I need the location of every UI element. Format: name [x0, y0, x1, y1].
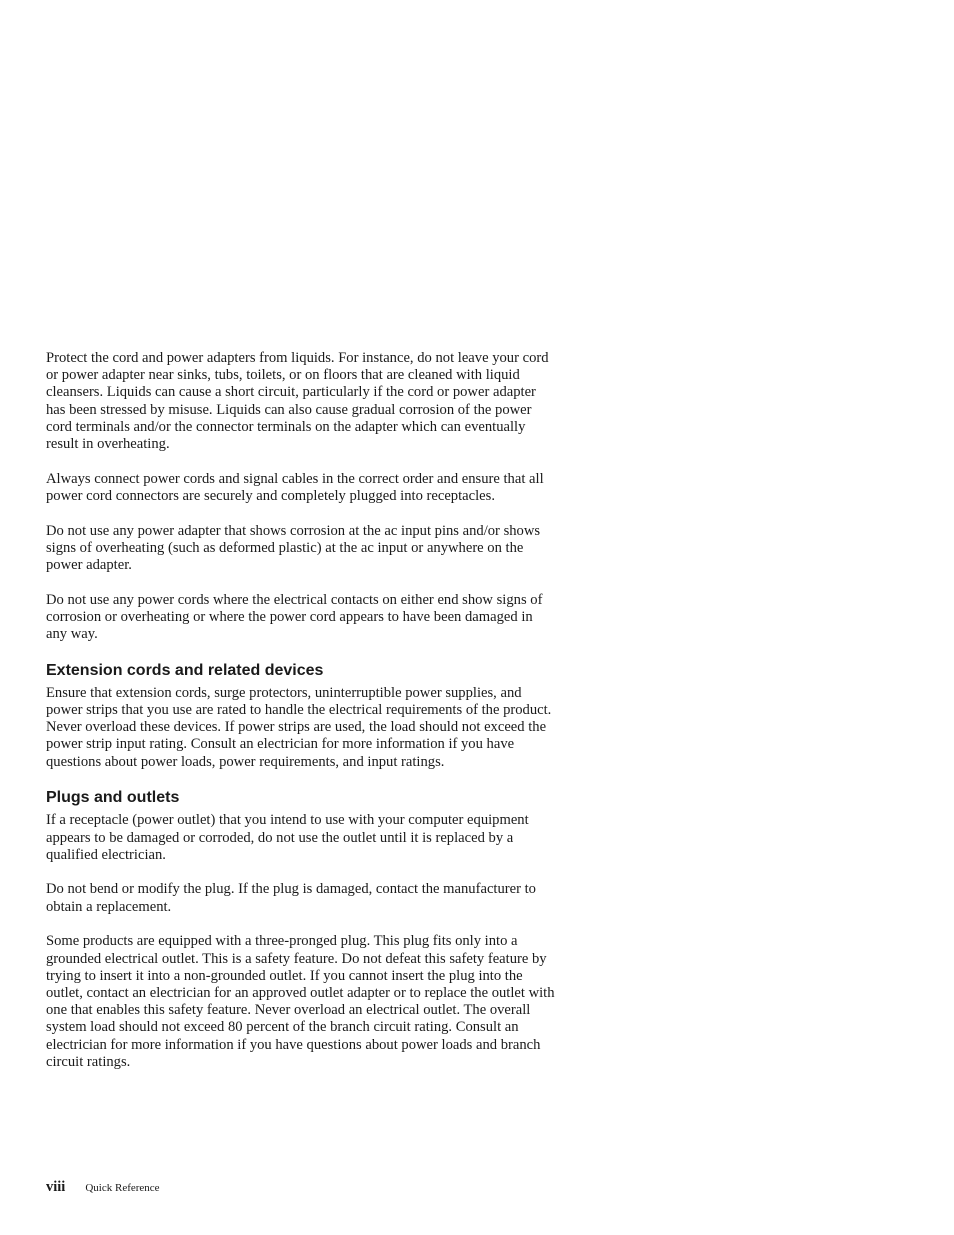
paragraph-damaged-receptacle: If a receptacle (power outlet) that you intend to use with your computer equipment appears to be damaged or corroded, do not use the outlet until it is replaced by a qualified electrician. — [46, 812, 529, 863]
page-number: viii — [46, 1179, 66, 1195]
page-footer — [46, 1178, 160, 1196]
heading-plugs-outlets: Plugs and outlets — [46, 789, 180, 807]
paragraph-connect-order: Always connect power cords and signal cables in the correct order and ensure that all power cord connectors are securely and completely plugged into receptacles. — [46, 470, 544, 504]
paragraph-three-pronged: Some products are equipped with a three-pronged plug. This plug fits only into a grounded electrical outlet. This is a safety feature. Do not defeat this safety feature by trying to insert it into a non-grounded outlet. If you cannot insert the plug into the outlet, contact an electrician for an approved outlet adapter or to replace the outlet with one that enables this safety feature. Never overload an electrical outlet. The overall system load should not exceed 80 percent of the branch circuit rating. Consult an electrician for more information if you have questions about power loads and branch circuit ratings. — [46, 933, 555, 1070]
paragraph-adapter-corrosion: Do not use any power adapter that shows corrosion at the ac input pins and/or shows signs of overheating (such as deformed plastic) at the ac input or anywhere on the power adapter. — [46, 522, 541, 574]
paragraph-extension-cords: Ensure that extension cords, surge protectors, uninterruptible power supplies, and power strips that you use are rated to handle the electrical requirements of the product. Never overload these devices. If power strips are used, the load should not exceed the power strip input rating. Consult an electrician for more information if you have questions about power loads, power requirements, and input ratings. — [46, 684, 552, 770]
paragraph-modify-plug: Do not bend or modify the plug. If the plug is damaged, contact the manufacturer to obtain a replacement. — [46, 881, 536, 915]
page-content — [46, 350, 556, 1089]
paragraph-liquids: Protect the cord and power adapters from liquids. For instance, do not leave your cord or power adapter near sinks, tubs, toilets, or on floors that are cleaned with liquid cleansers. Liquids can cause a short circuit, particularly if the cord or power adapter has been stressed by misuse. Liquids can also cause gradual corrosion of the power cord terminals and/or the connector terminals on the adapter which can eventually result in overheating. — [46, 350, 549, 453]
paragraph-cord-damage: Do not use any power cords where the electrical contacts on either end show signs of corrosion or overheating or where the power cord appears to have been damaged in any way. — [46, 591, 543, 643]
footer-title: Quick Reference — [85, 1182, 160, 1194]
heading-extension-cords: Extension cords and related devices — [46, 661, 324, 679]
